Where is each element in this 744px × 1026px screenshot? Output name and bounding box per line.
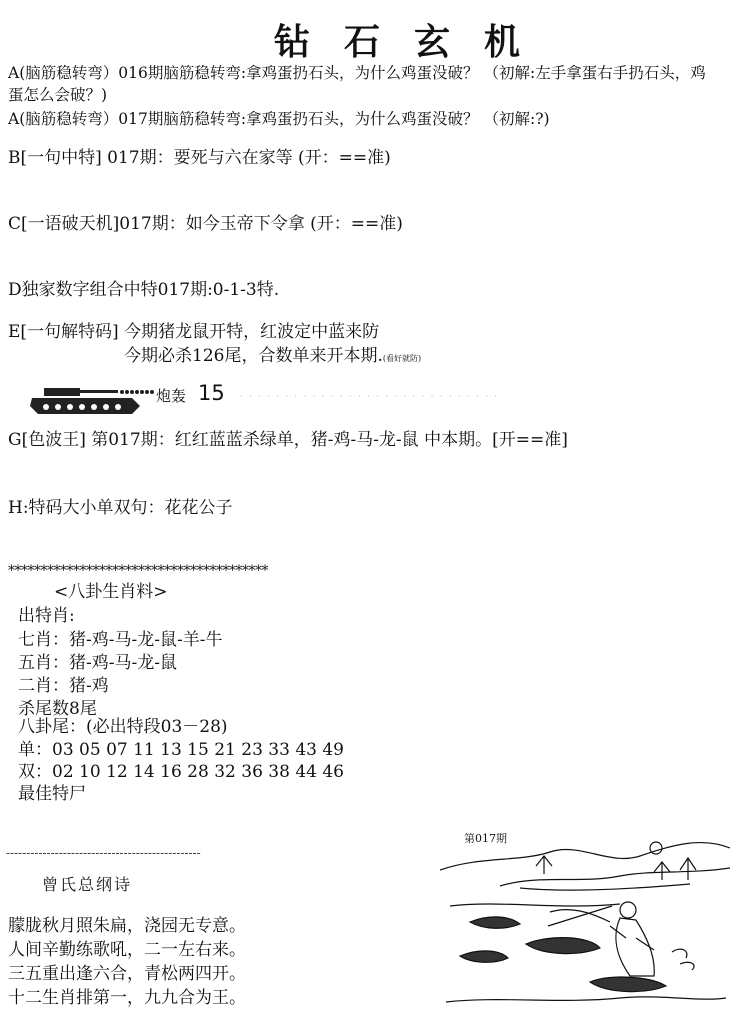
bagua-title: <八卦生肖料> <box>54 582 168 602</box>
bagua-item: 单：03 05 07 11 13 15 21 23 33 43 49 <box>18 740 344 760</box>
line-g: G[色波王] 第017期：红红蓝蓝杀绿单，猪-鸡-马-龙-鼠 中本期。[开==准] <box>8 430 568 450</box>
pao-label: 炮轰 <box>156 387 187 405</box>
line-a-017: A(脑筋稳转弯）017期脑筋稳转弯:拿鸡蛋扔石头，为什么鸡蛋没破？ （初解:?) <box>8 110 550 128</box>
line-e2-text: 今期必杀126尾，合数单来开本期. <box>124 346 383 366</box>
line-d: D独家数字组合中特017期:0-1-3特. <box>8 280 280 300</box>
bagua-item: 五肖：猪-鸡-马-龙-鼠 <box>18 653 177 673</box>
stars-divider: **************************************** <box>8 563 268 579</box>
line-e1: E[一句解特码] 今期猪龙鼠开特，红波定中蓝来防 <box>8 322 380 342</box>
poem-line: 十二生肖排第一，九九合为王。 <box>8 988 246 1008</box>
bagua-item: 双：02 10 12 14 16 28 32 36 38 44 46 <box>18 762 344 782</box>
bagua-item: 八卦尾：(必出特段03－28) <box>18 717 228 737</box>
pao-number: 15 <box>198 381 225 405</box>
page-title: 钻石玄机 <box>274 21 555 63</box>
bagua-item: 七肖：猪-鸡-马-龙-鼠-羊-牛 <box>18 630 223 650</box>
line-b: B[一句中特] 017期：要死与六在家等 (开：==准) <box>8 148 391 168</box>
line-a-016: A(脑筋稳转弯）016期脑筋稳转弯:拿鸡蛋扔石头，为什么鸡蛋没破？ （初解:左手拿蛋右手扔石头，鸡 <box>8 64 706 82</box>
poem-line: 人间辛勤练歌吼，二一左右来。 <box>8 940 246 960</box>
illustration-caption: 第017期 <box>464 832 507 845</box>
dashed-divider: ------------------------------------------------ <box>6 846 201 860</box>
line-h: H:特码大小单双句：花花公子 <box>8 498 233 518</box>
poem-line: 三五重出逢六合，青松两四开。 <box>8 964 246 984</box>
tank-icon <box>28 380 158 422</box>
bagua-item: 出特肖: <box>18 606 75 626</box>
bagua-item: 二肖：猪-鸡 <box>18 676 109 696</box>
line-a-016-cont: 蛋怎么会破？) <box>8 86 108 104</box>
line-c: C[一语破天机]017期：如今玉帝下令拿 (开：==准) <box>8 214 403 234</box>
bagua-item: 杀尾数8尾 <box>18 699 97 719</box>
bagua-item: 最佳特尸 <box>18 784 86 804</box>
line-e2 <box>124 344 421 371</box>
line-e2-note: (看好就防) <box>382 354 422 363</box>
poem-title: 曾氏总纲诗 <box>42 875 133 894</box>
decorative-specks: · · · · · · · · · · · · · · · · · · · · · · · · · · · · · <box>240 392 499 401</box>
fisherman-illustration <box>440 826 730 1022</box>
poem-line: 朦胧秋月照朱扁，浇园无专意。 <box>8 916 246 936</box>
